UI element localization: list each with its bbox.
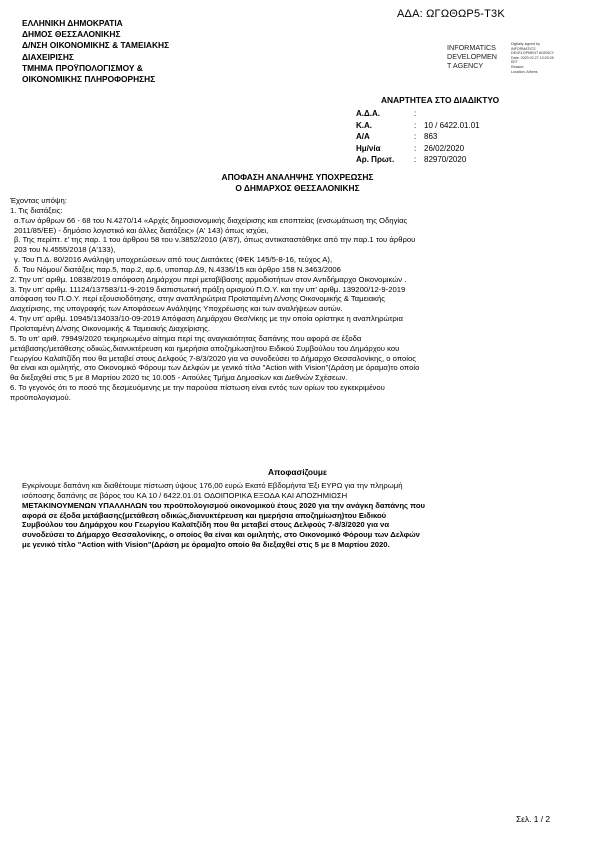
- decision-line: ΜΕΤΑΚΙΝΟΥΜΕΝΩΝ ΥΠΑΛΛΗΛΩΝ του προϋπολογισμού οικονομικού έτους 2020 για την ανάγκη δαπάνης που: [22, 500, 426, 510]
- meta-row: Ημ/νία : 26/02/2020: [356, 143, 465, 153]
- body-line: 3. Την υπ' αριθμ. 11124/137583/11-9-2019 διαπιστωτική πράξη ορισμού Π.Ο.Υ. και την υπ' αριθμ. 139200/12-9-2019: [10, 284, 406, 294]
- body-line: προϋπολογισμού.: [10, 392, 71, 402]
- signature-detail: DEVELOPMENT AGENCY: [511, 51, 555, 56]
- body-line: 2011/85/ΕΕ) - δημόσιο λογιστικό και άλλες διατάξεις» (Α' 143) όπως ισχύει,: [14, 225, 269, 235]
- title-line: Ο ΔΗΜΑΡΧΟΣ ΘΕΣΣΑΛΟΝΙΚΗΣ: [235, 183, 360, 193]
- header-line: ΤΜΗΜΑ ΠΡΟΫΠΟΛΟΓΙΣΜΟΥ &: [22, 62, 143, 73]
- body-line: β. Της περίπτ. ε' της παρ. 1 του άρθρου 58 του ν.3852/2010 (Α'87), όπως αντικαταστάθηκε από την παρ.1 του άρθρου: [14, 235, 416, 245]
- body-line: 5. Το υπ' αριθ. 79949/2020 τεκμηριωμένο αίτημα περί της αναγκαιότητας δαπάνης που αφορά σε έξοδα: [10, 333, 362, 343]
- decision-heading: Αποφασίζουμε: [267, 467, 327, 477]
- considerations: [10, 196, 582, 403]
- header-line: ΕΛΛΗΝΙΚΗ ΔΗΜΟΚΡΑΤΙΑ: [22, 18, 123, 28]
- signature-line: DEVELOPMEN: [447, 52, 497, 61]
- meta-label: Αρ. Πρωτ.: [356, 155, 395, 165]
- meta-row: Αρ. Πρωτ. : 82970/2020: [356, 155, 467, 165]
- meta-label: Κ.Α.: [356, 120, 372, 130]
- meta-row: Κ.Α. : 10 / 6422.01.01: [356, 120, 480, 130]
- meta-label: Ημ/νία: [356, 143, 381, 153]
- header-line: ΟΙΚΟΝΟΜΙΚΗΣ ΠΛΗΡΟΦΟΡΗΣΗΣ: [22, 74, 156, 85]
- decision-line: ισόποσης δαπάνης σε βάρος του ΚΑ 10 / 6422.01.01 ΟΔΟΙΠΟΡΙΚΑ ΕΞΟΔΑ ΚΑΙ ΑΠΟΖΗΜΙΩΣΗ: [22, 490, 348, 500]
- meta-value: 10 / 6422.01.01: [424, 120, 480, 130]
- body-line: 6. Το γεγονός ότι το ποσό της δεσμευόμενης με την παρούσα πίστωση είναι εντός των ορίων του εγκεκριμένου: [10, 383, 385, 393]
- digital-signature: [447, 43, 497, 70]
- body-line: θα διεξαχθεί στις 5 με 8 Μαρτίου 2020 τις 10.005 - Αιτούλες Τμήμα Δημοσίων και Διεθνών Σχέσεων.: [10, 373, 348, 383]
- body-line: γ. Του Π.Δ. 80/2016 Ανάληψη υποχρεώσεων από τους Διατάκτες (ΦΕΚ 145/5-8-16, τεύχος Α),: [14, 255, 333, 265]
- body-line: 4. Την υπ' αριθμ. 10945/134033/10-09-2019 Απόφαση Δημάρχου Θεσ/νίκης με την οποία ορίστηκε η αναπληρώτρια: [10, 314, 403, 324]
- decision-line: Συμβούλου του Δημάρχου κου Γεωργίου Καλαϊτζίδη που θα μεταβεί στους Δελφούς 7-8/3/2020 για να: [22, 520, 390, 530]
- decision-line: συνοδεύσει το Δήμαρχο Θεσσαλονίκης, ο οποίος θα είναι και ομιλητής, στο Οικονομικό Φόρουμ των Δελφών: [22, 530, 420, 540]
- body-line: 1. Τις διατάξεις:: [10, 205, 63, 215]
- page-number: Σελ. 1 / 2: [516, 814, 551, 824]
- body-line: Διαχείρισης, της υπογραφής των Αποφάσεων Ανάληψης Υποχρέωσης και των αναλήψεων αυτών.: [10, 304, 343, 314]
- signature-details: [511, 42, 581, 74]
- decision-line: αφορά σε έξοδα μετάβασης(μετάθεση οδικώς,διανυκτέρευση και ημερήσια αποζημίωση)του Ειδικού: [22, 510, 387, 520]
- signature-detail: Reason:: [511, 64, 525, 69]
- signature-line: INFORMATICS: [447, 43, 496, 52]
- header-line: ΔΙΑΧΕΙΡΙΣΗΣ: [22, 51, 74, 62]
- decision-line: Εγκρίνουμε δαπάνη και διαθέτουμε πίστωση ύψους 176,00 ευρώ Εκατό Εβδομήντα Έξι ΕΥΡΩ για την πληρωμή: [22, 481, 403, 490]
- body-line: 2. Την υπ' αριθμ. 10838/2019 απόφαση Δημάρχου περί μεταβίβασης αρμοδιοτήτων στον Αντιδήμαρχο Οικονομικών .: [10, 274, 407, 284]
- meta-label: Α.Δ.Α.: [356, 109, 380, 118]
- decision-line: με γενικό τίτλο "Action with Vision"(Δράση με όραμα)το οποίο θα διεξαχθεί στις 5 με 8 Μαρτίου 2020.: [22, 540, 390, 550]
- meta-value: 26/02/2020: [424, 143, 465, 153]
- meta-value: 863: [424, 132, 438, 142]
- ada-code: ΑΔΑ: ΩΓΩΘΩΡ5-Τ3Κ: [397, 8, 505, 20]
- body-line: Προϊσταμένη Δ/νσης Οικονομικής & Ταμειακής Διαχείρισης.: [10, 323, 210, 333]
- signature-detail: Digitally signed by: [511, 42, 540, 46]
- body-line: 203 του Ν.4555/2018 (Α'133),: [14, 245, 116, 255]
- body-line: μετάβασης/μετάθεσης οδικώς,διανυκτέρευση και ημερήσια αποζημίωση)του Ειδικού Συμβούλου του Δημάρχου κου: [10, 343, 400, 353]
- body-line: δ. Του Νόμου/ διατάξεις παρ.5, παρ.2, αρ.6, υποπαρ.Δ9, Ν.4336/15 και άρθρο 158 Ν.3463/2006: [14, 264, 341, 274]
- signature-line: T AGENCY: [447, 61, 484, 70]
- body-line: θα είναι και ομιλητής, στο Οικονομικό Φόρουμ των Δελφών με γενικό τίτλο "Action with Vision"(Δράση με όραμα)το οποίο: [10, 363, 420, 373]
- signature-detail: Date: 2020.02.27 13:25:28: [511, 55, 554, 60]
- body-line: Έχοντας υπόψη:: [10, 196, 67, 205]
- meta-row: Α.Δ.Α. :: [356, 109, 417, 118]
- publish-label: ΑΝΑΡΤΗΤΕΑ ΣΤΟ ΔΙΑΔΙΚΤΥΟ: [381, 95, 500, 105]
- decision-text: [22, 481, 582, 550]
- signature-detail: Location: Athens: [511, 69, 538, 74]
- body-line: α.Των άρθρων 66 - 68 του Ν.4270/14 «Αρχές δημοσιονομικής διαχείρισης και εποπτείας (ενσωμάτωση της Οδηγίας: [14, 215, 408, 225]
- body-line: απόφαση του Π.Ο.Υ. περί εξουσιοδότησης, στην αναπληρώτρια Προϊσταμένη Δ/νσης Οικονομικής & Ταμειακής: [10, 294, 385, 304]
- document-meta: [356, 108, 480, 166]
- title-line: ΑΠΟΦΑΣΗ ΑΝΑΛΗΨΗΣ ΥΠΟΧΡΕΩΣΗΣ: [221, 172, 374, 182]
- signature-detail: EET: [511, 60, 518, 65]
- signature-detail: INFORMATICS: [511, 46, 536, 51]
- body-line: Γεωργίου Καλαϊτζίδη που θα μεταβεί στους Δελφούς 7-8/3/2020 για να συνοδεύσει το Δήμαρχο Θεσσαλονίκης, ο οποίος: [10, 353, 416, 363]
- meta-label: Α/Α: [356, 132, 370, 142]
- header-line: ΔΗΜΟΣ ΘΕΣΣΑΛΟΝΙΚΗΣ: [22, 29, 121, 40]
- document-title: [0, 172, 595, 194]
- meta-value: 82970/2020: [424, 155, 467, 165]
- meta-row: Α/Α : 863: [356, 132, 438, 142]
- header-line: Δ/ΝΣΗ ΟΙΚΟΝΟΜΙΚΗΣ & ΤΑΜΕΙΑΚΗΣ: [22, 40, 170, 51]
- issuer-header: [22, 18, 252, 85]
